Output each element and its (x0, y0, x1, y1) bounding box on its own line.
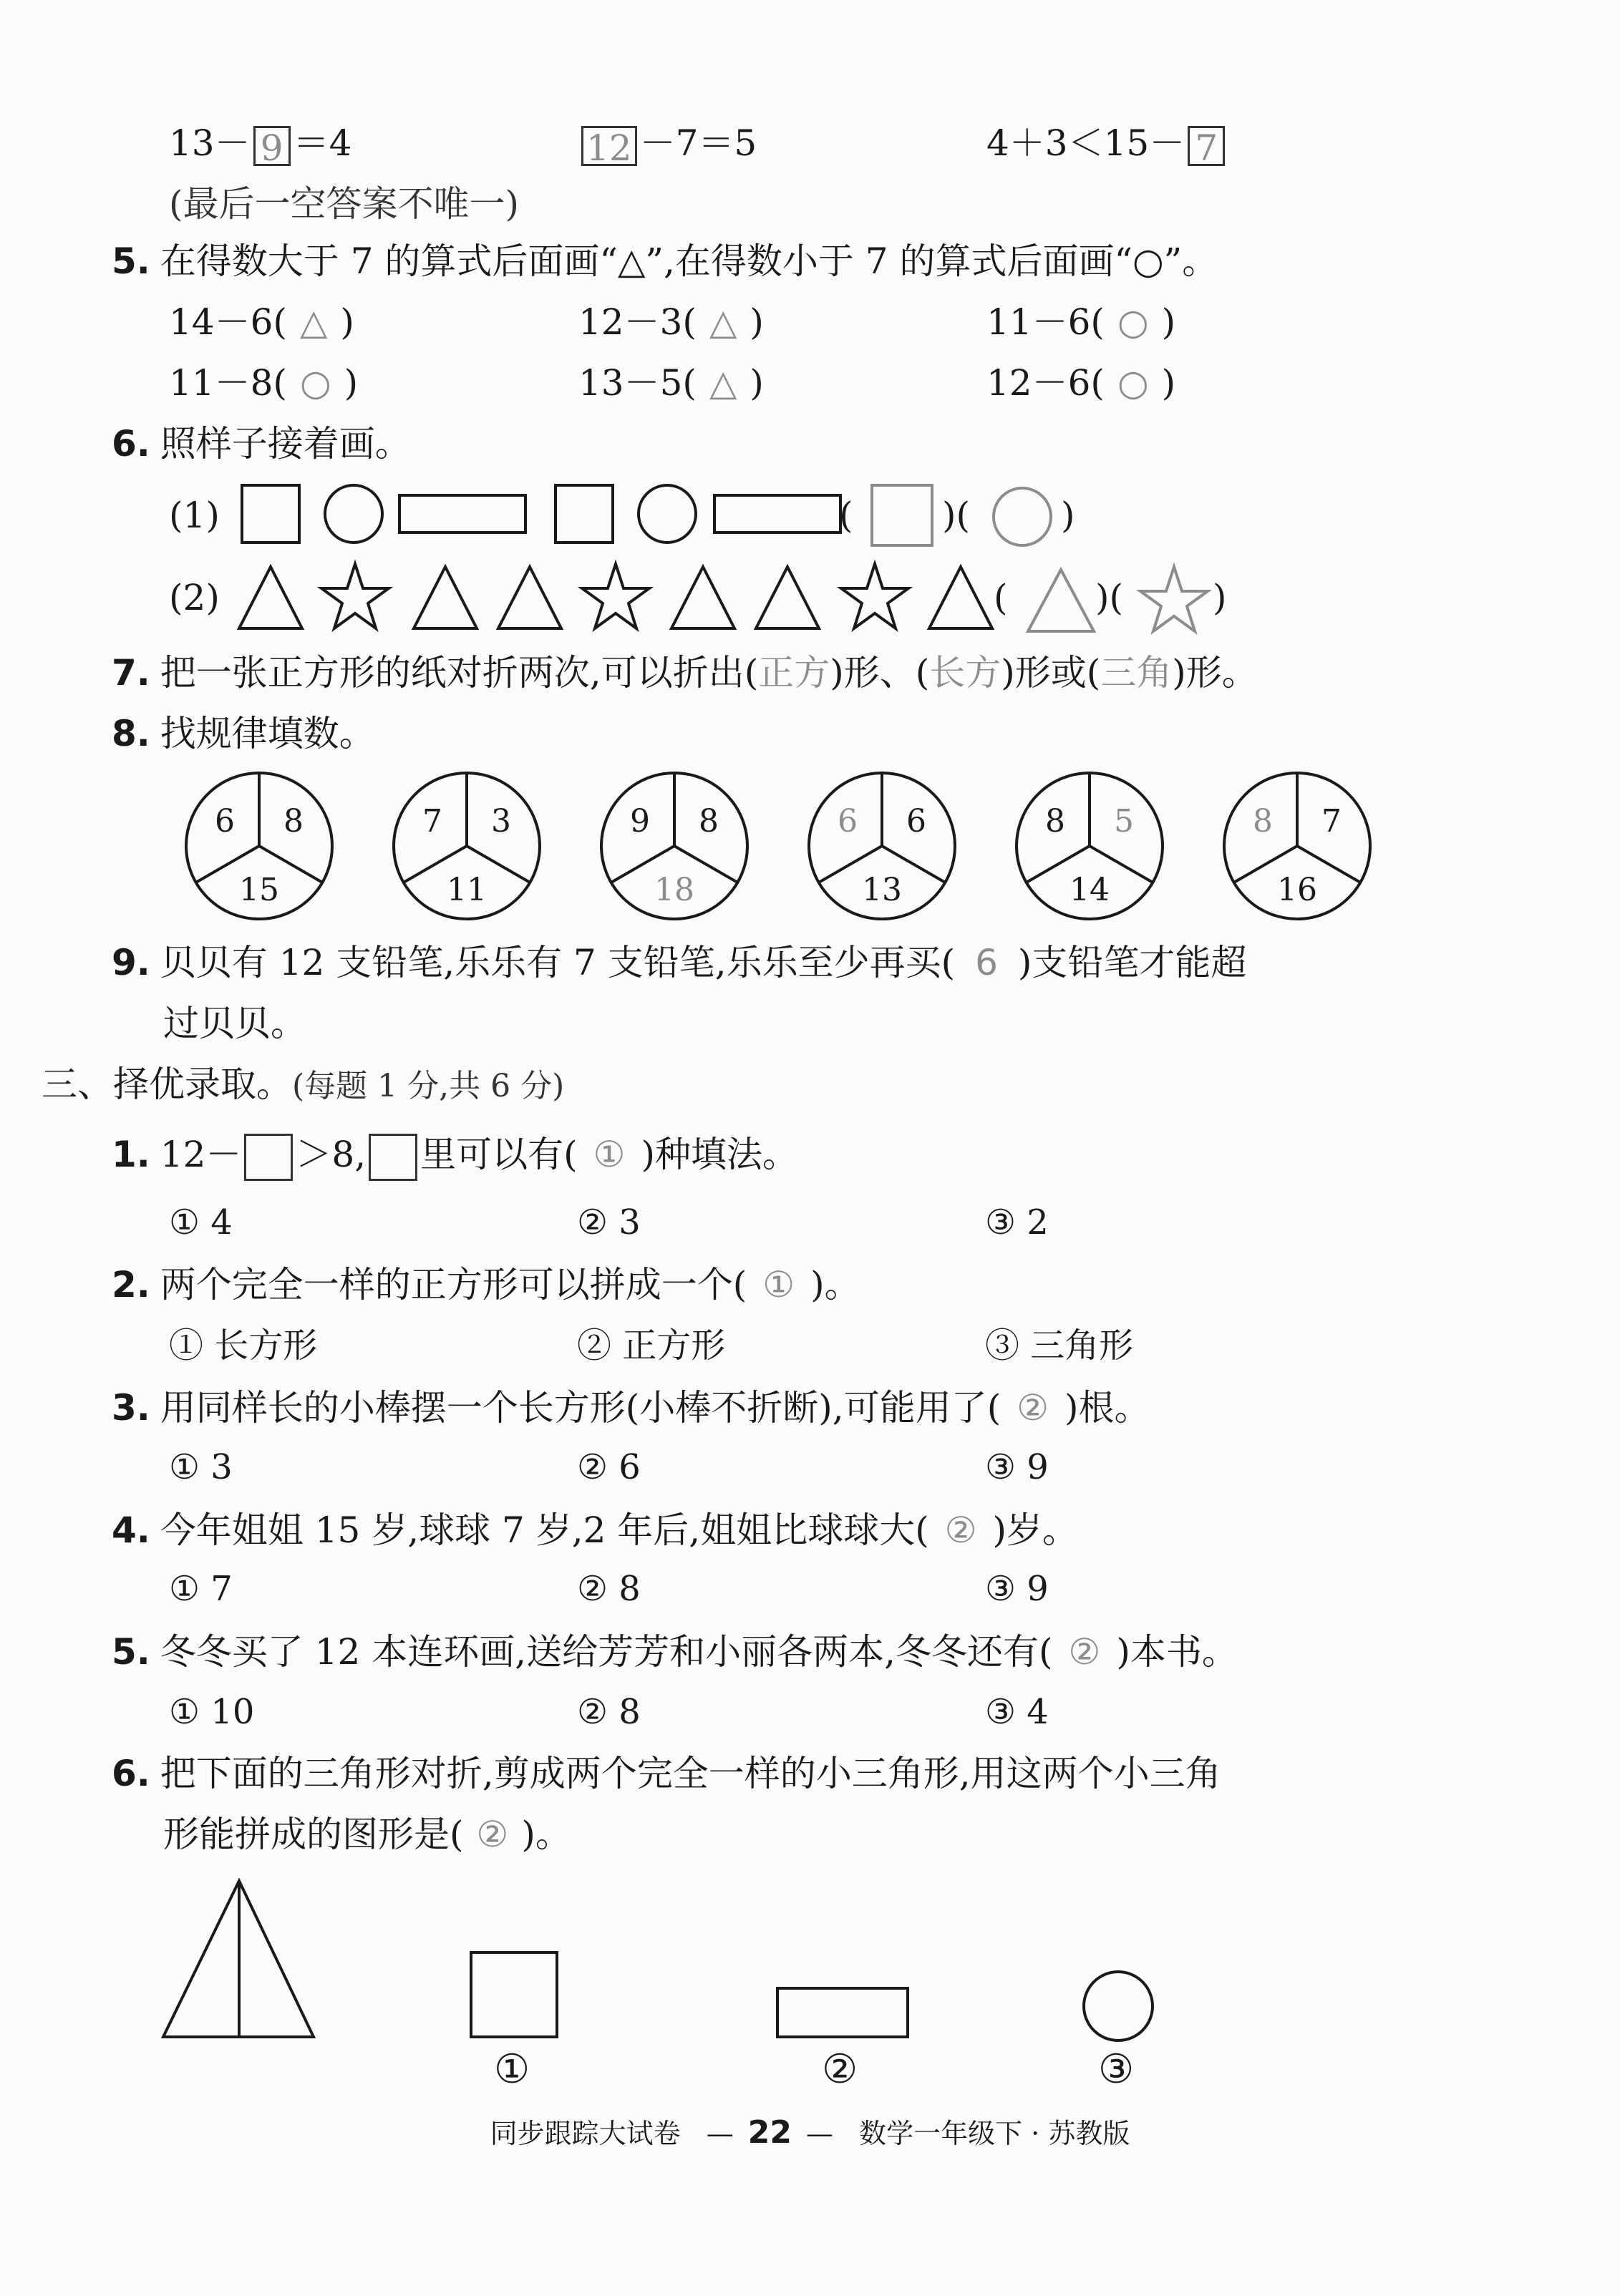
s3-q5-option-2[interactable]: ② 8 (577, 1692, 641, 1732)
q5-item-4: 11－8( ○ ) (169, 362, 359, 404)
circle-top-right-number: 6 (906, 803, 926, 840)
number-circle (601, 773, 747, 919)
q6-row2-paren-mid: )( (1095, 577, 1124, 618)
q7-answer-2[interactable]: 长方 (929, 652, 1001, 694)
s3-q6-prompt: 6. 把下面的三角形对折,剪成两个完全一样的小三角形,用这两个小三角 (112, 1753, 1221, 1794)
circle-sum-number: 13 (862, 872, 902, 908)
s3-q4-option-1[interactable]: ① 7 (169, 1569, 233, 1609)
s3-q1-prompt: 1. 12－ ＞8, 里可以有( ① )种填法。 (112, 1129, 798, 1181)
eq-3-left: 4＋3＜15－ (986, 122, 1185, 164)
circle-top-left-number: 9 (630, 803, 650, 840)
rectangle-shape (714, 495, 840, 532)
number-circle (394, 773, 540, 919)
eq-3-answer-box[interactable]: 7 (1188, 126, 1225, 166)
answer-star-shape[interactable] (1140, 567, 1208, 631)
q8-number: 8. (112, 713, 150, 754)
answer-square-shape[interactable] (872, 485, 932, 545)
q5-answer[interactable]: △ (709, 362, 737, 404)
q5-item-3: 11－6( ○ ) (986, 301, 1176, 343)
s3-q6-prompt-cont: 形能拼成的图形是( ② )。 (163, 1814, 571, 1855)
q7-answer-1[interactable]: 正方 (758, 652, 830, 694)
answer-note: (最后一空答案不唯一) (169, 183, 520, 225)
circle-top-right-number[interactable]: 5 (1114, 803, 1134, 840)
q5-answer[interactable]: △ (299, 301, 328, 343)
q8-prompt (112, 709, 375, 759)
circle-sum-number: 14 (1070, 872, 1110, 908)
q7-number: 7. (112, 652, 150, 694)
circle-shape (639, 485, 696, 543)
circle-top-left-number[interactable]: 8 (1253, 803, 1273, 840)
circle-top-left-number[interactable]: 6 (838, 803, 858, 840)
q9-continuation: 过贝贝。 (163, 1003, 306, 1044)
eq-1-right: ＝4 (293, 122, 352, 164)
q5-text: 在得数大于 7 的算式后面画“△”,在得数小于 7 的算式后面画“○”。 (160, 240, 1218, 282)
circle-sum-number: 16 (1277, 872, 1317, 908)
circle-top-right-number: 7 (1321, 803, 1342, 840)
q6-row1-paren-open: ( (839, 495, 853, 536)
number-circle (186, 773, 332, 919)
section-3-scoring: (每题 1 分,共 6 分) (292, 1068, 565, 1104)
q5-answer[interactable]: △ (709, 301, 737, 343)
triangle-shape (414, 567, 477, 628)
section-3-heading (42, 1059, 564, 1111)
figure-label-1[interactable]: ① (494, 2046, 530, 2093)
eq-2-right: －7＝5 (639, 122, 757, 164)
triangle-shape (671, 567, 734, 628)
q9-prompt: 9. 贝贝有 12 支铅笔,乐乐有 7 支铅笔,乐乐至少再买( 6 )支铅笔才能超 (112, 942, 1247, 983)
s3-q3-answer[interactable]: ② (1017, 1387, 1049, 1429)
figure-label-2[interactable]: ② (822, 2046, 858, 2093)
q9-number: 9. (112, 942, 150, 983)
triangle-shape (929, 567, 992, 628)
eq-1-left: 13－ (169, 122, 251, 164)
option-square-shape (471, 1952, 557, 2037)
star-shape (321, 564, 389, 628)
star-shape (582, 564, 649, 628)
s3-q5-prompt: 5. 冬冬买了 12 本连环画,送给芳芳和小丽各两本,冬冬还有( ② )本书。 (112, 1631, 1238, 1673)
s3-q4-option-2[interactable]: ② 8 (577, 1569, 641, 1609)
circle-sum-number: 11 (447, 872, 487, 908)
square-shape (556, 485, 613, 543)
blank-box[interactable] (369, 1134, 417, 1181)
s3-q5-option-3[interactable]: ③ 4 (985, 1692, 1049, 1732)
s3-q6-answer[interactable]: ② (476, 1814, 509, 1855)
triangle-shape (498, 567, 561, 628)
s3-q2-prompt: 2. 两个完全一样的正方形可以拼成一个( ① )。 (112, 1264, 860, 1305)
q5-number: 5. (112, 240, 150, 282)
s3-q3-option-3[interactable]: ③ 9 (985, 1447, 1049, 1487)
answer-circle-shape[interactable] (994, 488, 1051, 545)
q9-answer[interactable]: 6 (975, 942, 998, 983)
eq-1-answer-box[interactable]: 9 (253, 126, 291, 166)
s3-q4-option-3[interactable]: ③ 9 (985, 1569, 1049, 1609)
eq-2-answer-box[interactable]: 12 (581, 126, 637, 166)
option-rectangle-shape (777, 1988, 908, 2037)
q6-row2-paren-close: ) (1213, 577, 1227, 618)
q6-text: 照样子接着画。 (160, 423, 411, 464)
s3-q1-option-2[interactable]: ② 3 (577, 1202, 641, 1242)
s3-q2-answer[interactable]: ① (762, 1264, 795, 1305)
figure-label-3[interactable]: ③ (1098, 2046, 1135, 2093)
blank-box[interactable] (244, 1134, 293, 1181)
circle-top-right-number: 8 (283, 803, 304, 840)
q6-row2-label: (2) (169, 577, 220, 618)
q7-prompt: 7. 把一张正方形的纸对折两次,可以折出(正方)形、(长方)形或(三角)形。 (112, 652, 1258, 694)
q7-answer-3[interactable]: 三角 (1100, 652, 1173, 694)
footer-book-title: 同步跟踪大试卷 (490, 2118, 681, 2149)
s3-q5-option-1[interactable]: ① 10 (169, 1692, 255, 1732)
q5-answer[interactable]: ○ (1117, 301, 1149, 343)
s3-q3-prompt: 3. 用同样长的小棒摆一个长方形(小棒不折断),可能用了( ② )根。 (112, 1387, 1150, 1429)
s3-q4-answer[interactable]: ② (944, 1509, 977, 1551)
footer-subject: 数学一年级下 · 苏教版 (859, 2118, 1130, 2149)
circle-top-left-number: 8 (1045, 803, 1065, 840)
number-circle (1224, 773, 1370, 919)
answer-triangle-shape[interactable] (1028, 570, 1094, 631)
circle-sum-number: 15 (239, 872, 279, 908)
q6-row1-paren-close: ) (1061, 495, 1075, 536)
q5-item-5: 13－5( △ ) (578, 362, 764, 404)
s3-q3-option-1[interactable]: ① 3 (169, 1447, 233, 1487)
q8-text: 找规律填数。 (160, 713, 375, 754)
s3-q4-prompt: 4. 今年姐姐 15 岁,球球 7 岁,2 年后,姐姐比球球大( ② )岁。 (112, 1509, 1079, 1551)
q6-row2-paren-open: ( (994, 577, 1008, 618)
s3-q2-option-1[interactable]: ① 长方形 (169, 1325, 318, 1366)
s3-q2-option-3[interactable]: ③ 三角形 (985, 1325, 1134, 1366)
q5-item-1: 14－6( △ ) (169, 301, 354, 343)
circle-shape (325, 485, 382, 543)
q6-row1-paren-mid: )( (942, 495, 971, 536)
q5-item-6: 12－6( ○ ) (986, 362, 1176, 404)
q5-item-2: 12－3( △ ) (578, 301, 764, 343)
section-3-title: 三、择优录取。 (42, 1064, 292, 1105)
square-shape (242, 485, 299, 543)
q6-row1-label: (1) (169, 495, 220, 536)
q5-answer[interactable]: ○ (1117, 362, 1149, 404)
s3-q1-option-3[interactable]: ③ 2 (985, 1202, 1049, 1242)
circle-top-left-number: 7 (422, 803, 442, 840)
circle-top-right-number: 3 (491, 803, 511, 840)
page-footer: 同步跟踪大试卷 — 22 — 数学一年级下 · 苏教版 (490, 2114, 1130, 2151)
q8-circles (186, 773, 1370, 919)
triangle-shape (239, 567, 302, 628)
number-circle (809, 773, 955, 919)
rectangle-shape (399, 495, 525, 532)
s3-q1-option-1[interactable]: ① 4 (169, 1202, 233, 1242)
q5-answer[interactable]: ○ (299, 362, 331, 404)
star-shape (841, 564, 908, 628)
s3-q1-answer[interactable]: ① (593, 1134, 626, 1175)
s3-q3-option-2[interactable]: ② 6 (577, 1447, 641, 1487)
circle-top-left-number: 6 (215, 803, 235, 840)
s3-q5-answer[interactable]: ② (1068, 1631, 1101, 1673)
page-number: 22 (747, 2114, 792, 2151)
circle-top-right-number: 8 (699, 803, 719, 840)
number-circle (1017, 773, 1163, 919)
option-circle-shape (1084, 1972, 1153, 2040)
q6-number: 6. (112, 423, 150, 464)
circle-sum-number[interactable]: 18 (654, 872, 694, 908)
s3-q2-option-2[interactable]: ② 正方形 (577, 1325, 726, 1366)
triangle-shape (756, 567, 819, 628)
